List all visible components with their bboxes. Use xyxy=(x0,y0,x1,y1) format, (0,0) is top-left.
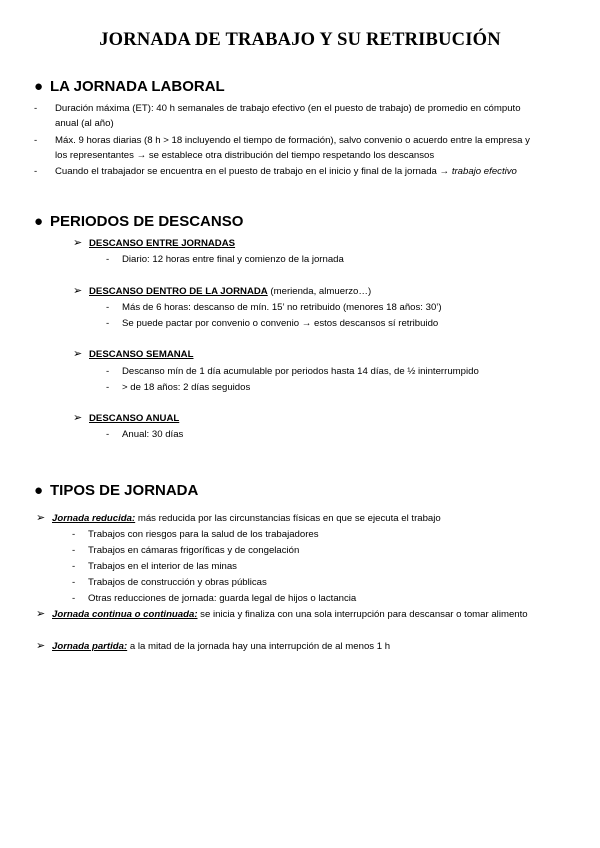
list-item: Trabajos en cámaras frigoríficas y de congelación xyxy=(88,545,300,556)
dash-icon: - xyxy=(106,366,110,377)
arrow-icon: ➢ xyxy=(36,640,46,652)
dash-icon: - xyxy=(72,577,76,588)
list-item: Trabajos de construcción y obras públicas xyxy=(88,577,267,588)
dash-icon: - xyxy=(106,382,110,393)
dash-icon: - xyxy=(34,135,38,146)
list-item: Trabajos con riesgos para la salud de los trabajadores xyxy=(88,529,319,540)
heading-jornada-laboral: ● LA JORNADA LABORAL xyxy=(34,78,225,95)
dash-icon: - xyxy=(34,103,38,114)
list-item: Cuando el trabajador se encuentra en el puesto de trabajo en el inicio y final de la jornada → trabajo efectivo xyxy=(55,166,517,177)
dash-icon: - xyxy=(106,302,110,313)
bullet-icon: ● xyxy=(34,482,44,499)
arrow-icon: ➢ xyxy=(36,512,46,524)
list-item: Duración máxima (ET): 40 h semanales de trabajo efectivo (en el puesto de trabajo) de promedio en cómputo xyxy=(55,103,521,114)
list-item: Otras reducciones de jornada: guarda legal de hijos o lactancia xyxy=(88,593,357,604)
dash-icon: - xyxy=(72,545,76,556)
list-item: Trabajos en el interior de las minas xyxy=(88,561,237,572)
arrow-icon: ➢ xyxy=(73,285,83,297)
dash-icon: - xyxy=(106,429,110,440)
list-item: los representantes → se establece otra distribución del tiempo respetando los descansos xyxy=(55,150,435,161)
arrow-icon: ➢ xyxy=(73,412,83,424)
dash-icon: - xyxy=(72,561,76,572)
dash-icon: - xyxy=(34,166,38,177)
dash-icon: - xyxy=(72,593,76,604)
dash-icon: - xyxy=(72,529,76,540)
list-item: > de 18 años: 2 días seguidos xyxy=(122,382,251,393)
list-item: Más de 6 horas: descanso de mín. 15’ no retribuido (menores 18 años: 30’) xyxy=(122,302,442,313)
heading-periodos-descanso: ● PERIODOS DE DESCANSO xyxy=(34,213,244,230)
list-item: Descanso mín de 1 día acumulable por periodos hasta 14 días, de ½ ininterrumpido xyxy=(122,366,479,377)
jornada-reducida-line: ➢ Jornada reducida: más reducida por las circunstancias físicas en que se ejecuta el trabajo xyxy=(36,512,441,524)
dash-icon: - xyxy=(106,318,110,329)
dash-icon: - xyxy=(106,254,110,265)
page-title: JORNADA DE TRABAJO Y SU RETRIBUCIÓN xyxy=(99,30,501,50)
subheading-descanso-semanal: ➢ DESCANSO SEMANAL xyxy=(73,348,194,360)
jornada-continua-line: ➢ Jornada continua o continuada: se inicia y finaliza con una sola interrupción para descansar o tomar alimento xyxy=(36,608,528,620)
list-item: anual (al año) xyxy=(55,118,114,129)
subheading-descanso-entre: ➢ DESCANSO ENTRE JORNADAS xyxy=(73,237,236,249)
list-item: Máx. 9 horas diarias (8 h > 18 incluyendo el tiempo de formación), salvo convenio o acuerdo entre la empresa y xyxy=(55,135,530,146)
list-item: Diario: 12 horas entre final y comienzo de la jornada xyxy=(122,254,344,265)
jornada-partida-line: ➢ Jornada partida: a la mitad de la jornada hay una interrupción de al menos 1 h xyxy=(36,640,391,652)
subheading-descanso-anual: ➢ DESCANSO ANUAL xyxy=(73,412,180,424)
bullet-icon: ● xyxy=(34,78,44,95)
arrow-icon: ➢ xyxy=(36,608,46,620)
arrow-icon: ➢ xyxy=(73,237,83,249)
subheading-descanso-dentro: ➢ DESCANSO DENTRO DE LA JORNADA (merienda, almuerzo…) xyxy=(73,285,372,297)
list-item: Se puede pactar por convenio o convenio → estos descansos sí retribuido xyxy=(122,318,439,329)
arrow-icon: ➢ xyxy=(73,348,83,360)
list-item: Anual: 30 días xyxy=(122,429,184,440)
bullet-icon: ● xyxy=(34,213,44,230)
heading-tipos-jornada: ● TIPOS DE JORNADA xyxy=(34,482,199,499)
